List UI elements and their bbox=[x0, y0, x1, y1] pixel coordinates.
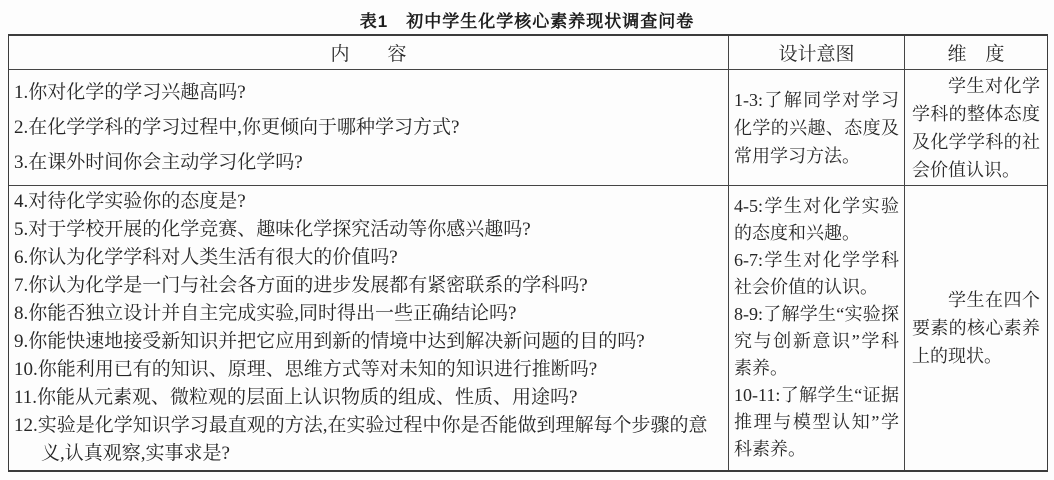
question-line: 3.在课外时间你会主动学习化学吗? bbox=[14, 152, 303, 173]
question-line: 5.对于学校开展的化学竞赛、趣味化学探究活动等你感兴趣吗? bbox=[14, 219, 531, 240]
intent-cell-row2 bbox=[729, 186, 905, 470]
survey-table bbox=[8, 34, 1048, 472]
intent-paragraph: 8-9:了解学生“实验探究与创新意识”学科素养。 bbox=[734, 304, 899, 378]
question-list-row1 bbox=[14, 75, 724, 180]
header-label-content: 内 容 bbox=[330, 44, 407, 65]
header-label-intent: 设计意图 bbox=[778, 44, 855, 65]
header-label-dimension: 维 度 bbox=[947, 44, 1005, 65]
dimension-text-row1: 学生对化学学科的整体态度及化学学科的社会价值认识。 bbox=[912, 75, 1040, 180]
intent-paragraph: 1-3:了解同学对学习化学的兴趣、态度及常用学习方法。 bbox=[734, 89, 899, 166]
table-title: 表1 初中学生化学核心素养现状调查问卷 bbox=[359, 12, 695, 31]
intent-paragraph: 10-11:了解学生“证据推理与模型认知”学科素养。 bbox=[734, 385, 899, 459]
question-line: 9.你能快速地接受新知识并把它应用到新的情境中达到解决新问题的目的吗? bbox=[14, 331, 645, 352]
question-list-row2 bbox=[14, 188, 724, 468]
intent-cell-row1 bbox=[729, 70, 905, 186]
intent-list-row2 bbox=[734, 193, 899, 463]
question-line: 12.实验是化学知识学习最直观的方法,在实验过程中你是否能做到理解每个步骤的意义,认真观察,实事求是? bbox=[14, 415, 708, 464]
question-line: 6.你认为化学学科对人类生活有很大的价值吗? bbox=[14, 247, 398, 268]
dimension-text-row2: 学生在四个要素的核心素养上的现状。 bbox=[912, 290, 1040, 366]
question-line: 8.你能否独立设计并自主完成实验,同时得出一些正确结论吗? bbox=[14, 303, 517, 324]
question-line: 2.在化学学科的学习过程中,你更倾向于哪种学习方式? bbox=[14, 117, 460, 138]
dimension-cell-row2 bbox=[905, 186, 1047, 470]
header-cell-intent bbox=[729, 36, 905, 70]
question-line: 11.你能从元素观、微粒观的层面上认识物质的组成、性质、用途吗? bbox=[14, 387, 578, 408]
question-line: 7.你认为化学是一门与社会各方面的进步发展都有紧密联系的学科吗? bbox=[14, 275, 588, 296]
content-cell-row1 bbox=[9, 70, 729, 186]
intent-list-row1 bbox=[734, 86, 899, 170]
question-line: 1.你对化学的学习兴趣高吗? bbox=[14, 82, 246, 103]
dimension-cell-row1 bbox=[905, 70, 1047, 186]
question-line: 4.对待化学实验你的态度是? bbox=[14, 191, 246, 212]
content-cell-row2 bbox=[9, 186, 729, 470]
question-line: 10.你能利用已有的知识、原理、思维方式等对未知的知识进行推断吗? bbox=[14, 359, 598, 380]
intent-paragraph: 6-7:学生对化学学科社会价值的认识。 bbox=[734, 250, 899, 297]
header-cell-content bbox=[9, 36, 729, 70]
header-cell-dimension bbox=[905, 36, 1047, 70]
intent-paragraph: 4-5:学生对化学实验的态度和兴趣。 bbox=[734, 196, 899, 243]
